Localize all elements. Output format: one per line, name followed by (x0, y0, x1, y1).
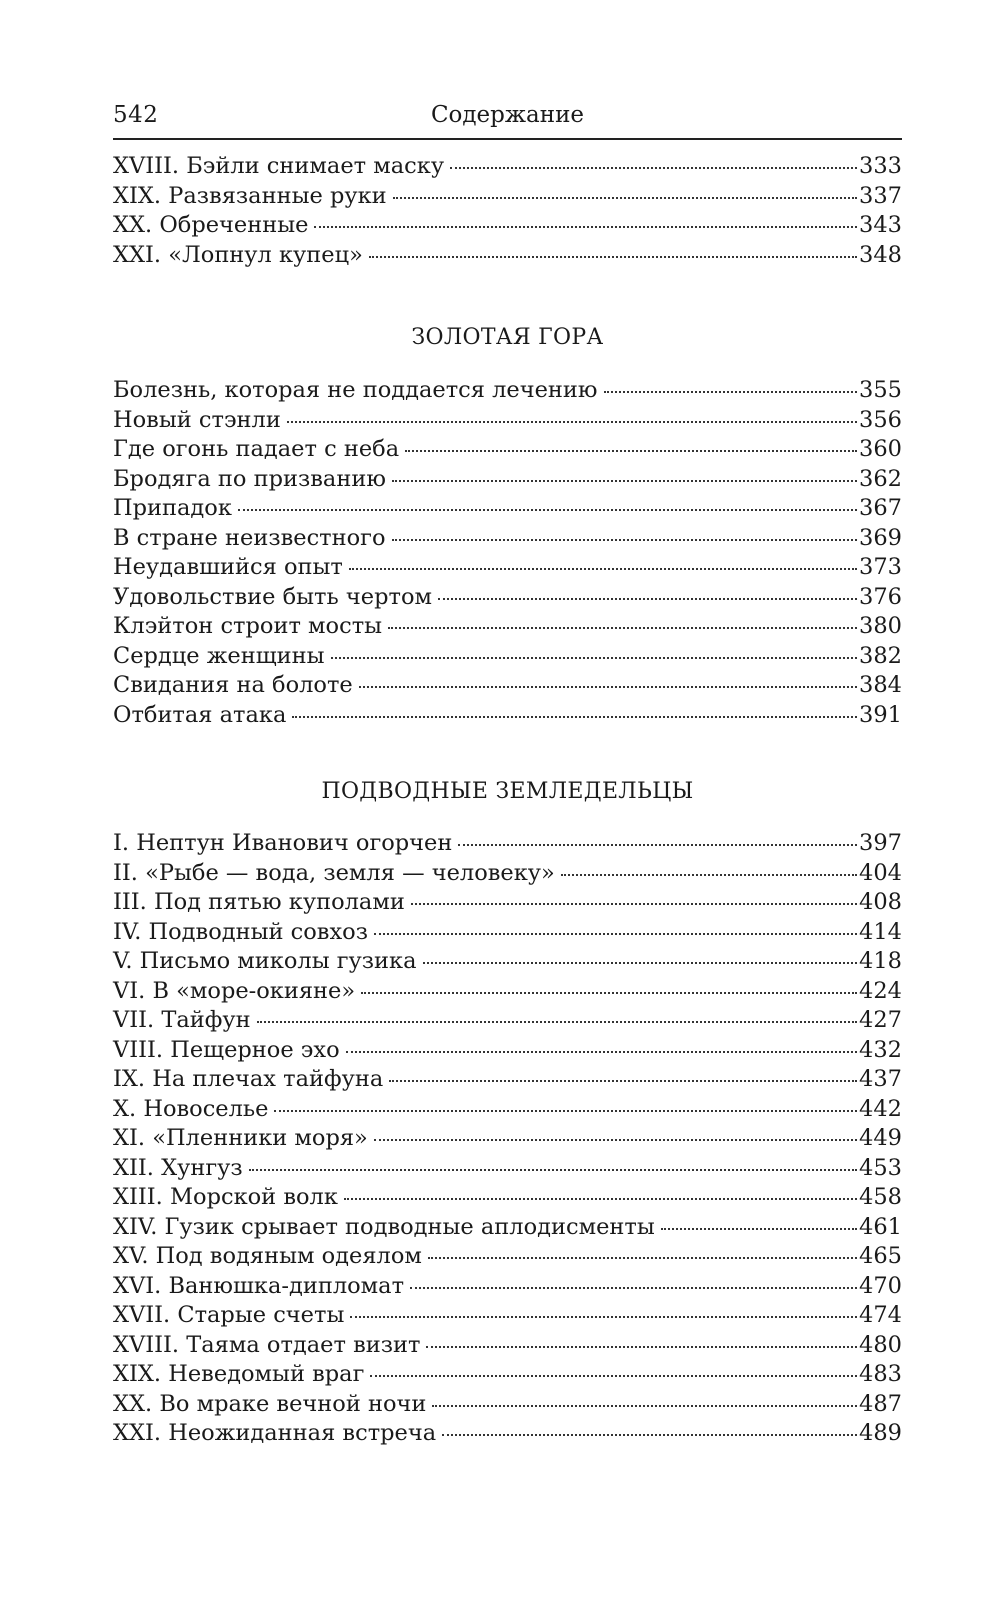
toc-entry-page-number: 414 (859, 918, 902, 945)
toc-entry-title: Сердце женщины (113, 642, 325, 669)
toc-entry-page-number: 404 (859, 859, 902, 886)
dot-leader (349, 568, 857, 570)
toc-entry (113, 978, 902, 1008)
toc-entry-title: Неудавшийся опыт (113, 554, 343, 580)
dot-leader (411, 903, 857, 905)
toc-entry-title: IX. На плечах тайфуна (113, 1066, 384, 1092)
toc-entry-page-number: 453 (859, 1154, 902, 1181)
toc-entry-page-number: 382 (859, 642, 902, 669)
toc-entry (113, 1302, 902, 1332)
toc-entry (113, 554, 902, 584)
dot-leader (389, 1080, 857, 1082)
toc-entry-title: XVIII. Таяма отдает визит (113, 1331, 421, 1358)
section-title-zolotaya-gora: ЗОЛОТАЯ ГОРА (411, 325, 604, 350)
toc-entry-page-number: 337 (859, 182, 902, 209)
toc-entry (113, 860, 902, 890)
toc-podvodnye-zemledeltsy-list (113, 830, 902, 1450)
toc-entry-title: Болезнь, которая не поддается лечению (113, 377, 598, 403)
toc-entry-page-number: 474 (859, 1302, 902, 1328)
toc-entry-page-number: 343 (859, 212, 902, 238)
toc-entry-title: XVII. Старые счеты (113, 1302, 345, 1328)
toc-entry-page-number: 465 (859, 1243, 902, 1269)
toc-entry-title: VIII. Пещерное эхо (113, 1036, 340, 1063)
dot-leader (428, 1257, 857, 1259)
toc-entry-page-number: 418 (859, 948, 902, 974)
toc-entry (113, 643, 902, 673)
toc-entry (113, 1332, 902, 1362)
toc-entry (113, 183, 902, 213)
toc-entry (113, 525, 902, 555)
toc-entry-title: XX. Во мраке вечной ночи (113, 1390, 427, 1417)
toc-entry-title: XIX. Развязанные руки (113, 182, 387, 209)
toc-entry-page-number: 333 (859, 153, 902, 179)
toc-entry-title: II. «Рыбе — вода, земля — человеку» (113, 859, 555, 886)
toc-entry (113, 1155, 902, 1185)
toc-entry-title: XX. Обреченные (113, 212, 309, 238)
toc-entry (113, 1096, 902, 1126)
toc-entry (113, 1125, 902, 1155)
dot-leader (561, 874, 857, 876)
toc-entry-page-number: 424 (859, 977, 902, 1004)
toc-entry-title: VII. Тайфун (113, 1007, 251, 1033)
toc-entry-page-number: 360 (859, 436, 902, 462)
toc-entry (113, 495, 902, 525)
toc-entry (113, 1184, 902, 1214)
dot-leader (346, 1051, 857, 1053)
toc-entry (113, 1007, 902, 1037)
toc-entry (113, 672, 902, 702)
toc-entry-title: XIII. Морской волк (113, 1184, 338, 1210)
toc-entry-title: X. Новоселье (113, 1095, 269, 1122)
toc-entry-title: XXI. «Лопнул купец» (113, 241, 363, 268)
toc-entry-title: В стране неизвестного (113, 524, 386, 551)
dot-leader (432, 1405, 857, 1407)
toc-entry (113, 466, 902, 496)
toc-entry-page-number: 362 (859, 465, 902, 492)
dot-leader (369, 256, 857, 258)
toc-entry (113, 948, 902, 978)
dot-leader (604, 391, 858, 393)
toc-entry-page-number: 355 (859, 377, 902, 403)
toc-entry-page-number: 487 (859, 1390, 902, 1417)
toc-zolotaya-gora-list (113, 377, 902, 731)
dot-leader (359, 686, 857, 688)
toc-entry (113, 1037, 902, 1067)
toc-entry-title: III. Под пятью куполами (113, 889, 405, 915)
toc-entry-title: Клэйтон строит мосты (113, 613, 383, 639)
dot-leader (393, 197, 857, 199)
toc-entry (113, 1391, 902, 1421)
section-title-podvodnye-zemledeltsy: ПОДВОДНЫЕ ЗЕМЛЕДЕЛЬЦЫ (321, 779, 694, 804)
dot-leader (314, 226, 857, 228)
toc-entry-page-number: 373 (859, 554, 902, 580)
toc-entry-page-number: 427 (859, 1007, 902, 1033)
toc-entry-title: XXI. Неожиданная встреча (113, 1420, 437, 1446)
toc-entry-title: V. Письмо миколы гузика (113, 948, 417, 974)
dot-leader (423, 962, 858, 964)
dot-leader (410, 1287, 857, 1289)
toc-entry-page-number: 391 (859, 701, 902, 728)
toc-entry-title: Припадок (113, 495, 232, 521)
toc-entry (113, 830, 902, 860)
toc-entry-page-number: 470 (859, 1272, 902, 1299)
dot-leader (374, 1139, 857, 1141)
toc-entry-page-number: 480 (859, 1331, 902, 1358)
toc-entry-title: XIV. Гузик срывает подводные аплодисменты (113, 1213, 655, 1240)
toc-entry-page-number: 442 (859, 1095, 902, 1122)
toc-entry (113, 702, 902, 732)
dot-leader (405, 450, 857, 452)
dot-leader (370, 1375, 857, 1377)
toc-entry-page-number: 380 (859, 613, 902, 639)
toc-entry (113, 1243, 902, 1273)
toc-entry (113, 153, 902, 183)
page-header (113, 98, 902, 140)
dot-leader (661, 1228, 857, 1230)
toc-entry-page-number: 461 (859, 1213, 902, 1240)
dot-leader (438, 598, 857, 600)
toc-entry-page-number: 458 (859, 1184, 902, 1210)
dot-leader (392, 539, 858, 541)
toc-entry (113, 407, 902, 437)
dot-leader (450, 167, 857, 169)
toc-entry-title: XVI. Ванюшка-дипломат (113, 1272, 405, 1299)
dot-leader (350, 1316, 857, 1318)
toc-entry (113, 1361, 902, 1391)
toc-entry-title: Свидания на болоте (113, 672, 353, 698)
dot-leader (238, 509, 857, 511)
toc-entry-page-number: 348 (859, 241, 902, 268)
toc-entry-page-number: 367 (859, 495, 902, 521)
page-number: 542 (113, 102, 159, 128)
toc-entry-title: XV. Под водяным одеялом (113, 1243, 422, 1269)
dot-leader (361, 992, 857, 994)
toc-entry-title: Отбитая атака (113, 701, 287, 728)
toc-entry-page-number: 437 (859, 1066, 902, 1092)
dot-leader (392, 480, 857, 482)
toc-entry-title: XI. «Пленники моря» (113, 1125, 368, 1151)
dot-leader (388, 627, 857, 629)
toc-entry (113, 1214, 902, 1244)
toc-entry-title: XVIII. Бэйли снимает маску (113, 153, 445, 179)
toc-entry-title: IV. Подводный совхоз (113, 918, 368, 945)
toc-entry (113, 613, 902, 643)
toc-entry-page-number: 376 (859, 583, 902, 610)
toc-continued-list (113, 153, 902, 271)
running-title: Содержание (430, 102, 585, 128)
toc-entry (113, 436, 902, 466)
toc-entry-page-number: 369 (859, 524, 902, 551)
toc-entry (113, 377, 902, 407)
dot-leader (458, 844, 857, 846)
dot-leader (274, 1110, 857, 1112)
dot-leader (331, 657, 857, 659)
toc-entry-page-number: 356 (859, 406, 902, 433)
dot-leader (374, 933, 857, 935)
toc-entry (113, 1420, 902, 1450)
dot-leader (426, 1346, 857, 1348)
toc-entry (113, 584, 902, 614)
toc-entry (113, 212, 902, 242)
toc-entry-title: VI. В «море-окияне» (113, 977, 356, 1004)
toc-entry-page-number: 489 (859, 1420, 902, 1446)
toc-entry-page-number: 384 (859, 672, 902, 698)
toc-entry-page-number: 408 (859, 889, 902, 915)
toc-entry-title: XII. Хунгуз (113, 1154, 243, 1181)
toc-entry (113, 889, 902, 919)
toc-entry (113, 919, 902, 949)
toc-entry-title: XIX. Неведомый враг (113, 1361, 365, 1387)
toc-entry-title: Удовольствие быть чертом (113, 583, 432, 610)
toc-entry-page-number: 397 (859, 830, 902, 856)
dot-leader (442, 1434, 857, 1436)
toc-entry (113, 242, 902, 272)
toc-entry-title: Новый стэнли (113, 406, 281, 433)
dot-leader (249, 1169, 857, 1171)
toc-entry (113, 1066, 902, 1096)
toc-entry (113, 1273, 902, 1303)
toc-entry-title: Бродяга по призванию (113, 465, 386, 492)
toc-entry-page-number: 483 (859, 1361, 902, 1387)
dot-leader (292, 716, 857, 718)
dot-leader (287, 421, 857, 423)
dot-leader (257, 1021, 857, 1023)
dot-leader (344, 1198, 857, 1200)
toc-entry-page-number: 432 (859, 1036, 902, 1063)
toc-entry-title: I. Нептун Иванович огорчен (113, 830, 453, 856)
toc-entry-title: Где огонь падает с неба (113, 436, 400, 462)
toc-entry-page-number: 449 (859, 1125, 902, 1151)
